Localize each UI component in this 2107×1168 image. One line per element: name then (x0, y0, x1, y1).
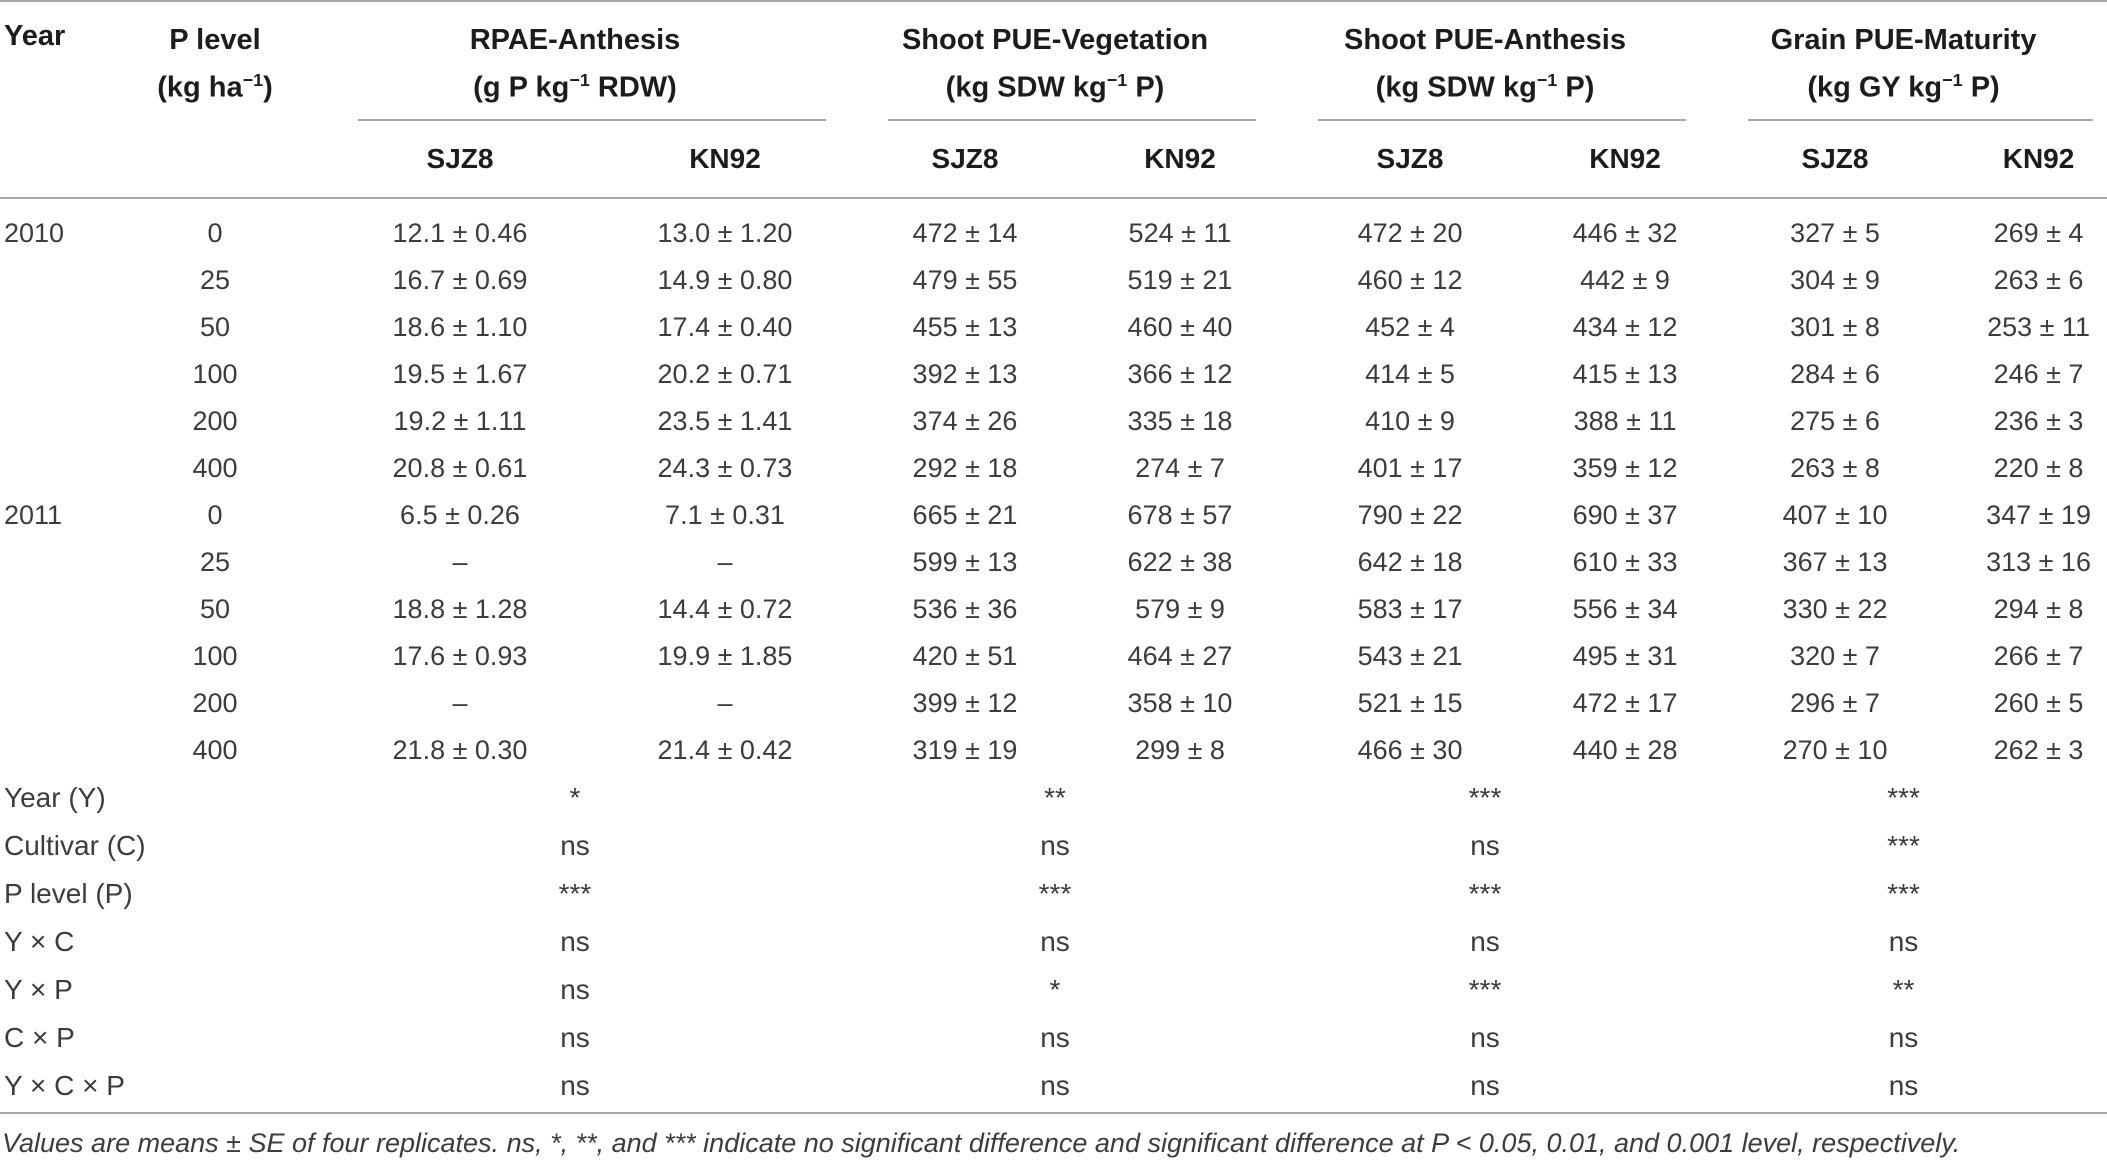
group-underline (1318, 119, 1686, 121)
value-cell: 23.5 ± 1.41 (657, 406, 793, 436)
value-cell: 519 ± 21 (1127, 265, 1233, 295)
value-cell: 665 ± 21 (912, 500, 1018, 530)
value-cell: 366 ± 12 (1127, 359, 1233, 389)
subcol-rpae-kn92: KN92 (610, 121, 840, 198)
significance-marker: *** (1468, 782, 1502, 813)
value-cell: 455 ± 13 (912, 312, 1018, 342)
anova-label: P level (P) (4, 878, 133, 909)
header-group-row (0, 6, 2107, 121)
col-header-p-level (120, 6, 310, 121)
p-level-label: P level (169, 24, 261, 56)
value-cell: 414 ± 5 (1365, 359, 1455, 389)
group-unit: (kg GY $kg^{-1}$ P) (1807, 70, 2000, 104)
group-name: RPAE-Anthesis (469, 24, 681, 56)
significance-marker: *** (1038, 878, 1072, 909)
value-cell: 20.8 ± 0.61 (392, 453, 528, 483)
value-cell: – (452, 688, 468, 718)
value-cell: 14.9 ± 0.80 (657, 265, 793, 295)
value-cell: 440 ± 28 (1572, 735, 1678, 765)
value-cell: 472 ± 20 (1357, 217, 1463, 248)
value-cell: 246 ± 7 (1993, 359, 2084, 389)
value-cell: 466 ± 30 (1357, 735, 1463, 765)
value-cell: 472 ± 14 (912, 217, 1018, 248)
value-cell: 536 ± 36 (912, 594, 1018, 624)
value-cell: 18.8 ± 1.28 (392, 594, 528, 624)
value-cell: 583 ± 17 (1357, 594, 1463, 624)
significance-marker: ns (560, 1070, 590, 1101)
value-cell: 521 ± 15 (1357, 688, 1463, 718)
value-cell: – (452, 547, 468, 577)
table-row (0, 727, 2107, 774)
anova-row (0, 870, 2107, 918)
p-level-cell: 400 (192, 453, 238, 483)
group-unit: (kg SDW $kg^{-1}$ P) (1375, 70, 1595, 104)
p-level-cell: 100 (192, 359, 238, 389)
p-level-cell: 400 (192, 735, 238, 765)
p-level-cell: 200 (192, 688, 238, 718)
value-cell: 420 ± 51 (912, 641, 1018, 671)
year-cell: 2010 (4, 217, 65, 248)
col-group-shoot-pue-vegetation (840, 6, 1270, 121)
value-cell: 24.3 ± 0.73 (657, 453, 793, 483)
anova-row (0, 822, 2107, 870)
value-cell: 452 ± 4 (1365, 312, 1455, 342)
subcol-gpuem-kn92: KN92 (1970, 121, 2107, 198)
value-cell: 579 ± 9 (1135, 594, 1225, 624)
year-cell (0, 680, 120, 727)
value-cell: 678 ± 57 (1127, 500, 1233, 530)
significance-marker: ns (1888, 1070, 1919, 1101)
value-cell: 299 ± 8 (1135, 735, 1225, 765)
value-cell: 304 ± 9 (1790, 265, 1880, 295)
year-cell (0, 398, 120, 445)
year-cell (0, 727, 120, 774)
significance-marker: *** (558, 878, 592, 909)
value-cell: 262 ± 3 (1993, 735, 2084, 765)
group-underline (888, 119, 1256, 121)
table-row (0, 351, 2107, 398)
anova-row (0, 774, 2107, 822)
anova-row (0, 918, 2107, 966)
significance-marker: ns (1470, 926, 1500, 957)
value-cell: 270 ± 10 (1782, 735, 1888, 765)
value-cell: 460 ± 12 (1357, 265, 1463, 295)
group-name: Shoot PUE-Anthesis (1344, 24, 1626, 56)
anova-label: Y × C (4, 926, 75, 957)
header-blank-cell (120, 121, 310, 198)
p-level-cell: 200 (192, 406, 238, 436)
year-cell: 2011 (4, 500, 63, 530)
value-cell: 367 ± 13 (1782, 547, 1888, 577)
significance-marker: ns (1040, 926, 1070, 957)
value-cell: 388 ± 11 (1573, 406, 1677, 436)
p-level-cell: 100 (192, 641, 238, 671)
anova-label: C × P (4, 1022, 75, 1053)
value-cell: 19.5 ± 1.67 (392, 359, 528, 389)
table-row (0, 398, 2107, 445)
significance-marker: * (1049, 974, 1061, 1005)
value-cell: – (717, 547, 733, 577)
value-cell: 399 ± 12 (912, 688, 1018, 718)
value-cell: 296 ± 7 (1790, 688, 1880, 718)
value-cell: 407 ± 10 (1782, 500, 1888, 530)
subcol-spuev-kn92: KN92 (1090, 121, 1270, 198)
value-cell: 19.2 ± 1.11 (393, 406, 527, 436)
value-cell: 7.1 ± 0.31 (665, 500, 785, 530)
significance-marker: * (569, 782, 581, 813)
table-row (0, 633, 2107, 680)
value-cell: 556 ± 34 (1572, 594, 1678, 624)
results-table (0, 6, 2107, 1110)
p-level-cell: 50 (199, 312, 231, 342)
group-underline (1748, 119, 2093, 121)
value-cell: 335 ± 18 (1127, 406, 1233, 436)
value-cell: 374 ± 26 (912, 406, 1018, 436)
value-cell: 690 ± 37 (1572, 500, 1678, 530)
significance-marker: ns (1888, 926, 1919, 957)
value-cell: 16.7 ± 0.69 (392, 265, 528, 295)
significance-marker: ns (560, 974, 590, 1005)
significance-marker: *** (1468, 974, 1502, 1005)
significance-marker: ns (560, 926, 590, 957)
significance-marker: *** (1468, 878, 1502, 909)
value-cell: 446 ± 32 (1572, 217, 1678, 248)
value-cell: 642 ± 18 (1357, 547, 1463, 577)
value-cell: 313 ± 16 (1986, 547, 2091, 577)
anova-row (0, 966, 2107, 1014)
significance-marker: ns (1888, 1022, 1919, 1053)
value-cell: 319 ± 19 (912, 735, 1018, 765)
col-group-shoot-pue-anthesis (1270, 6, 1700, 121)
anova-label: Y × P (4, 974, 73, 1005)
group-underline (358, 119, 826, 121)
header-blank-cell (0, 121, 120, 198)
value-cell: 460 ± 40 (1127, 312, 1233, 342)
value-cell: 253 ± 11 (1987, 312, 2090, 342)
value-cell: 599 ± 13 (912, 547, 1018, 577)
significance-marker: ns (1040, 830, 1070, 861)
group-name: Shoot PUE-Vegetation (901, 24, 1209, 56)
value-cell: 292 ± 18 (912, 453, 1018, 483)
value-cell: 260 ± 5 (1993, 688, 2084, 718)
value-cell: 464 ± 27 (1127, 641, 1233, 671)
year-cell (0, 539, 120, 586)
table-header (0, 6, 2107, 198)
value-cell: 14.4 ± 0.72 (657, 594, 793, 624)
value-cell: 358 ± 10 (1127, 688, 1233, 718)
value-cell: – (717, 688, 733, 718)
table-row (0, 492, 2107, 539)
value-cell: 20.2 ± 0.71 (657, 359, 793, 389)
value-cell: 495 ± 31 (1572, 641, 1678, 671)
table-row (0, 539, 2107, 586)
col-group-rpae-anthesis (310, 6, 840, 121)
anova-row (0, 1062, 2107, 1110)
significance-marker: ** (1892, 974, 1915, 1005)
subcol-spuea-sjz8: SJZ8 (1270, 121, 1550, 198)
value-cell: 622 ± 38 (1127, 547, 1233, 577)
significance-marker: *** (1887, 782, 1920, 813)
value-cell: 6.5 ± 0.26 (400, 500, 520, 530)
table-row (0, 257, 2107, 304)
value-cell: 18.6 ± 1.10 (392, 312, 528, 342)
p-level-cell: 0 (207, 217, 223, 248)
value-cell: 301 ± 8 (1790, 312, 1880, 342)
significance-marker: ns (560, 830, 590, 861)
value-cell: 327 ± 5 (1790, 217, 1880, 248)
value-cell: 610 ± 33 (1572, 547, 1678, 577)
value-cell: 294 ± 8 (1993, 594, 2084, 624)
value-cell: 330 ± 22 (1782, 594, 1888, 624)
year-cell (0, 445, 120, 492)
group-unit: (g P $kg^{-1}$ RDW) (473, 70, 677, 104)
anova-label: Cultivar (C) (4, 830, 146, 861)
value-cell: 347 ± 19 (1986, 500, 2091, 530)
value-cell: 263 ± 6 (1993, 265, 2084, 295)
anova-label: Y × C × P (4, 1070, 125, 1101)
value-cell: 12.1 ± 0.46 (392, 217, 528, 248)
value-cell: 410 ± 9 (1365, 406, 1455, 436)
significance-marker: ns (560, 1022, 590, 1053)
value-cell: 263 ± 8 (1790, 453, 1880, 483)
value-cell: 359 ± 12 (1572, 453, 1678, 483)
p-level-cell: 50 (199, 594, 231, 624)
value-cell: 21.4 ± 0.42 (657, 735, 793, 765)
value-cell: 790 ± 22 (1357, 500, 1463, 530)
significance-marker: ns (1470, 830, 1500, 861)
value-cell: 19.9 ± 1.85 (657, 641, 793, 671)
significance-marker: ** (1044, 782, 1066, 813)
p-level-cell: 25 (199, 265, 231, 295)
subcol-spuea-kn92: KN92 (1550, 121, 1700, 198)
value-cell: 479 ± 55 (912, 265, 1018, 295)
significance-marker: ns (1040, 1070, 1070, 1101)
subcol-spuev-sjz8: SJZ8 (840, 121, 1090, 198)
table-row (0, 680, 2107, 727)
significance-marker: *** (1887, 878, 1920, 909)
value-cell: 284 ± 6 (1790, 359, 1880, 389)
col-header-year: Year (4, 20, 66, 52)
value-cell: 543 ± 21 (1357, 641, 1463, 671)
group-unit: (kg SDW $kg^{-1}$ P) (945, 70, 1165, 104)
value-cell: 274 ± 7 (1135, 453, 1225, 483)
value-cell: 442 ± 9 (1580, 265, 1670, 295)
subcol-gpuem-sjz8: SJZ8 (1700, 121, 1970, 198)
value-cell: 434 ± 12 (1572, 312, 1678, 342)
year-cell (0, 257, 120, 304)
value-cell: 269 ± 4 (1993, 217, 2084, 248)
value-cell: 13.0 ± 1.20 (657, 217, 793, 248)
col-group-grain-pue-maturity (1700, 6, 2107, 121)
table-row (0, 586, 2107, 633)
value-cell: 392 ± 13 (912, 359, 1018, 389)
p-level-unit: (kg $ha^{-1}$) (157, 70, 273, 104)
value-cell: 220 ± 8 (1993, 453, 2084, 483)
significance-marker: ns (1470, 1022, 1500, 1053)
significance-marker: ns (1470, 1070, 1500, 1101)
anova-label: Year (Y) (4, 782, 106, 813)
year-cell (0, 586, 120, 633)
p-level-cell: 0 (207, 500, 223, 530)
value-cell: 21.8 ± 0.30 (392, 735, 528, 765)
significance-marker: *** (1887, 830, 1920, 861)
value-cell: 266 ± 7 (1993, 641, 2084, 671)
value-cell: 275 ± 6 (1790, 406, 1880, 436)
year-cell (0, 304, 120, 351)
table-row (0, 445, 2107, 492)
value-cell: 17.6 ± 0.93 (392, 641, 528, 671)
significance-marker: ns (1040, 1022, 1070, 1053)
table-row (0, 198, 2107, 257)
header-sub-row (0, 121, 2107, 198)
p-level-cell: 25 (199, 547, 231, 577)
group-name: Grain PUE-Maturity (1770, 24, 2037, 56)
value-cell: 472 ± 17 (1572, 688, 1678, 718)
value-cell: 524 ± 11 (1128, 217, 1232, 248)
table-row (0, 304, 2107, 351)
value-cell: 415 ± 13 (1572, 359, 1678, 389)
value-cell: 320 ± 7 (1790, 641, 1880, 671)
year-cell (0, 633, 120, 680)
year-cell (0, 351, 120, 398)
table-footnote: Values are means ± SE of four replicates. ns, *, **, and *** indicate no significant difference and significant difference at P < 0.05, 0.01, and 0.001 level, respectively. (0, 1112, 2107, 1159)
table-body (0, 198, 2107, 1110)
anova-row (0, 1014, 2107, 1062)
value-cell: 236 ± 3 (1993, 406, 2084, 436)
subcol-rpae-sjz8: SJZ8 (310, 121, 610, 198)
value-cell: 401 ± 17 (1357, 453, 1463, 483)
value-cell: 17.4 ± 0.40 (657, 312, 793, 342)
